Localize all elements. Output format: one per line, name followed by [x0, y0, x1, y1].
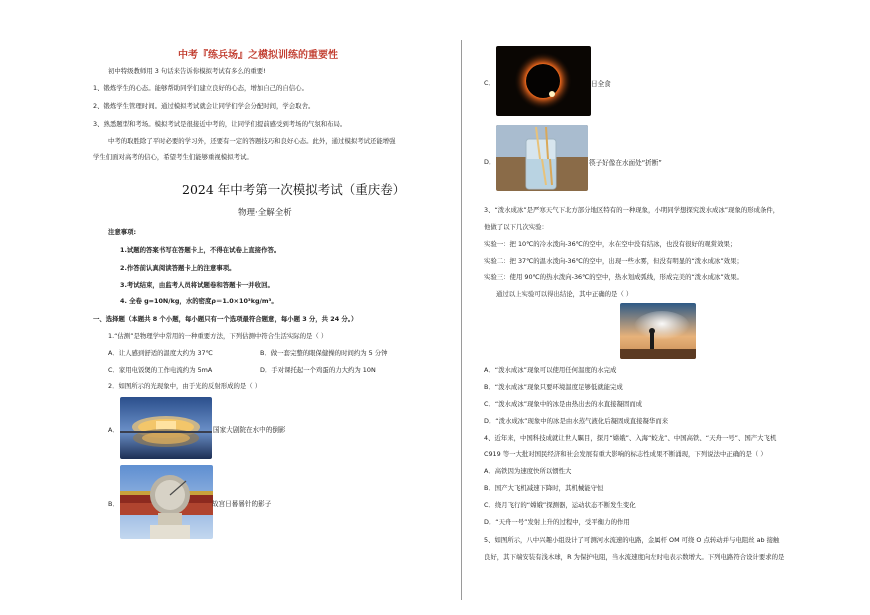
- q2-option-b-letter: B．: [108, 500, 119, 508]
- q2-option-c-caption: 日全食: [591, 80, 611, 88]
- exam-subtitle: 物理·全解全析: [238, 208, 292, 218]
- q3-stem-line-1: 3、“泼水成冰”是严寒天气下北方部分地区特有的一种现象，小明同学想探究泼水成冰”现象的形成条件，: [484, 206, 780, 214]
- q1-option-d: D．手对课托起一个鸡蛋的力大约为 10N: [260, 366, 376, 374]
- notice-2: 2.作答前认真阅读答题卡上的注意事项。: [120, 264, 236, 272]
- q2-stem: 2．如图所示的光现象中，由于光的反射形成的是（ ）: [108, 382, 262, 390]
- q4-option-d: D．“天舟一号”发射上升的过程中，受平衡力的作用: [484, 518, 630, 526]
- q1-stem: 1.“估测”是物理学中常用的一种重要方法，下列估测中符合生活实际的是（ ）: [108, 332, 328, 340]
- q1-option-a: A．让人感到舒适的温度大约为 37℃: [108, 349, 213, 357]
- q1-option-b: B．做一套完整的眼保健操的时间约为 5 分钟: [260, 349, 388, 357]
- intro-close-line-1: 中考的取胜除了平时必要的学习外，还要有一定的答题技巧和良好心态。此外，通过模拟考试还能增强: [108, 137, 396, 145]
- q2-option-c-letter: C．: [484, 79, 495, 87]
- exam-title: 2024 年中考第一次模拟考试（重庆卷）: [182, 182, 406, 197]
- chopsticks-in-water-image: [496, 125, 588, 191]
- q3-option-a: A．“泼水成冰”现象可以使用任何温度的水完成: [484, 366, 617, 374]
- q3-option-c: C．“泼水成冰”现象中的冰是由热出去的水直接凝固而成: [484, 400, 643, 408]
- q2-option-b-caption: 故宫日晷晷针的影子: [212, 500, 272, 508]
- water-to-ice-image: [620, 303, 696, 359]
- q3-question: 通过以上实验可以得出结论，其中正确的是（ ）: [496, 290, 633, 298]
- q4-option-a: A．高铁因为速度快所以惯性大: [484, 467, 572, 475]
- q2-option-a-caption: 国家大剧院在水中的倒影: [213, 426, 286, 434]
- notice-heading: 注意事项:: [108, 228, 137, 236]
- intro-point-1: 1、锻炼学生的心态。能够帮助同学们建立良好的心态，增加自己的自信心。: [93, 84, 308, 92]
- column-divider: [461, 40, 462, 600]
- q4-stem-line-2: C919 等一大批对国民经济和社会发展有重大影响的标志性成果不断涌现，下列说法中正确的是（ ）: [484, 450, 767, 458]
- q4-stem-line-1: 4、近年来，中国科技成就让世人瞩目，探月“嫦娥”、入海“蛟龙”、中国高铁、“天舟一号”、国产大飞机: [484, 434, 777, 442]
- q1-option-c: C．家用电饭煲的工作电流约为 5mA: [108, 366, 213, 374]
- intro-lead: 初中特级教师用 3 句话来告诉你模拟考试有多么的重要!: [108, 67, 266, 75]
- grand-theater-image: [120, 397, 212, 459]
- intro-close-line-2: 学生们面对高考的信心，希望考生们能够重视模拟考试。: [93, 153, 253, 161]
- q3-stem-line-2: 他做了以下几次实验：: [484, 223, 548, 231]
- q5-stem-line-1: 5、如图所示，八中兴趣小组设计了可测河水流速的电路，金属杆 OM 可绕 O 点转动并与电阻丝 ab 接触: [484, 536, 780, 544]
- q3-experiment-3: 实验三：使用 90℃的热水泼向-36℃的空中，热水划成弧线，形成完美的“泼水成冰”效果。: [484, 273, 743, 281]
- q3-option-b: B．“泼水成冰”现象只要环境温度足够低就能完成: [484, 383, 623, 391]
- q3-experiment-1: 实验一：把 10℃的冷水泼向-36℃的空中，水在空中没有结冰，也没有很好的观赏效果；: [484, 240, 737, 248]
- q2-option-d-letter: D．: [484, 158, 496, 166]
- q5-stem-line-2: 良好，其下端安装有浅木球，R 为保护电阻，当水流速度向左时电表示数增大。下列电路符合设计要求的是: [484, 553, 785, 561]
- intro-point-3: 3、熟悉题型和考场。模拟考试是很接近中考的，让同学们提前感受到考场的气氛和布局。: [93, 120, 347, 128]
- q3-experiment-2: 实验二：把 37℃的温水泼向-36℃的空中，出现一些水雾，但没有明显的“泼水成冰”效果；: [484, 257, 743, 265]
- q2-option-a-letter: A．: [108, 426, 119, 434]
- solar-eclipse-image: [496, 46, 591, 116]
- intro-point-2: 2、锻炼学生管理时间。通过模拟考试就会让同学们学会分配时间，学会取舍。: [93, 102, 315, 110]
- q4-option-b: B．国产大飞机减速下降时，其机械能守恒: [484, 484, 604, 492]
- notice-1: 1.试题的答案书写在答题卡上，不得在试卷上直接作答。: [120, 246, 281, 254]
- section-heading: 一、选择题（本题共 8 个小题，每小题只有一个选项最符合题意，每小题 3 分，共 24 分。）: [93, 315, 358, 323]
- q4-option-c: C．绕月飞行的“嫦娥”探测器，运动状态不断发生变化: [484, 501, 636, 509]
- sundial-image: [120, 465, 213, 539]
- notice-3: 3.考试结束，由监考人员将试题卷和答题卡一并收回。: [120, 281, 274, 289]
- notice-4: 4. 全卷 g=10N/kg，水的密度ρ＝1.0×10³kg/m³。: [120, 297, 278, 305]
- q2-option-d-caption: 筷子好像在水面处“折断”: [589, 159, 662, 167]
- intro-title: 中考『练兵场』之模拟训练的重要性: [178, 50, 338, 61]
- q3-option-d: D．“泼水成冰”现象中的冰是由水蒸气液化后凝固成直接凝华而来: [484, 417, 669, 425]
